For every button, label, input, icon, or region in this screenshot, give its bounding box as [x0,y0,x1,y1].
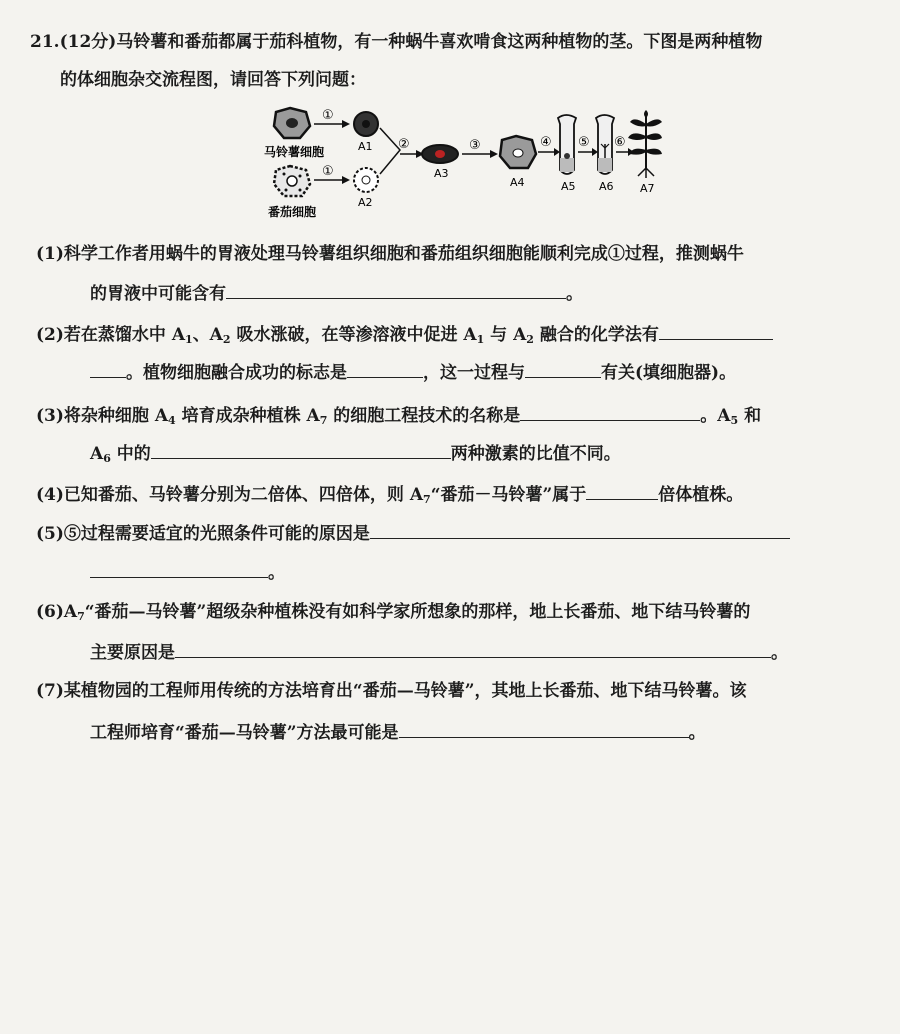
a6-test-tube-icon [596,115,614,174]
q7-answer-blank[interactable] [399,719,689,738]
q1-line1: (1)科学工作者用蜗牛的胃液处理马铃薯组织细胞和番茄组织细胞能顺利完成①过程，推测蜗牛 [36,244,744,264]
q5-line1: (5)⑤过程需要适宜的光照条件可能的原因是 [36,520,900,546]
step5-label: ⑤ [578,135,590,150]
q2-answer-blank3[interactable] [525,359,601,378]
q3-answer-blank2[interactable] [151,440,451,459]
q1-end: 。 [566,284,583,304]
q5-answer-blank2[interactable] [90,559,268,578]
step2-label: ② [398,137,410,152]
q3-answer-blank1[interactable] [520,402,700,421]
q6-line1: $(6)A_7“$番茄—马铃薯”超级杂种植株没有如科学家所想象的那样，地上长番茄、地下结马铃薯的 [36,602,751,623]
q1-prompt: 的胃液中可能含有 [90,284,226,304]
step4-label: ④ [540,135,552,150]
q7-line1: (7)某植物园的工程师用传统的方法培育出“番茄—马铃薯”，其地上长番茄、地下结马铃薯。该 [36,681,747,701]
q2-answer-blank2[interactable] [347,359,423,378]
q6-line2: 主要原因是 。 [90,639,900,665]
question-head-line2: 的体细胞杂交流程图，请回答下列问题： [60,70,366,90]
a1-label: A1 [358,140,373,153]
tomato-cell-icon [274,166,310,196]
a7-label: A7 [640,182,655,195]
q4-line1: (4)已知番茄、马铃薯分别为二倍体、四倍体，则 $A_7“$番茄－马铃薯”属于 倍体植株。 [36,481,900,512]
question-head-line1: 21.(12分)马铃薯和番茄都属于茄科植物，有一种蜗牛喜欢啃食这两种植物的茎。下图是两种植物 [30,32,763,52]
a5-label: A5 [561,180,576,193]
step1-top-label: ① [322,108,334,123]
a4-hybrid-cell-icon [500,136,536,168]
a5-test-tube-icon [558,115,576,174]
q1-line2 [90,280,900,306]
a4-label: A4 [510,176,525,189]
q2-line2: 。植物细胞融合成功的标志是 ，这一过程与 有关(填细胞器)。 [90,359,900,385]
q4-answer-blank[interactable] [586,481,658,500]
q3-line1: (3)将杂种细胞 $A_4$ 培育成杂种植株 $A_7$ 的细胞工程技术的名称是 。$A_5$ 和 [36,402,900,433]
q5-answer-blank1[interactable] [370,520,790,539]
q2-line1: (2)若在蒸馏水中 $A_1$、$A_2$ 吸水涨破，在等渗溶液中促进 $A_1$ 与 $A_2$ 融合的化学法有 [36,321,900,352]
step1-bottom-label: ① [322,164,334,179]
q2-answer-blank1-cont[interactable] [90,359,126,378]
q2-answer-blank1[interactable] [659,321,773,340]
potato-cell-label: 马铃薯细胞 [264,145,325,159]
q6-answer-blank[interactable] [175,639,771,658]
step3-label: ③ [469,138,481,153]
q1-answer-blank[interactable] [226,280,566,299]
arrow-step2-merge [380,128,400,174]
potato-cell-icon [274,108,310,138]
q5-line2: 。 [90,559,900,585]
a3-label: A3 [434,167,449,180]
a6-label: A6 [599,180,614,193]
hybridization-flow-diagram [262,104,662,222]
tomato-cell-label: 番茄细胞 [268,205,317,219]
a7-plant-icon [628,110,662,178]
q3-line2: $A_6$ 中的 两种激素的比值不同。 [90,440,900,471]
step6-label: ⑥ [614,135,626,150]
q7-line2: 工程师培育“番茄—马铃薯”方法最可能是 。 [90,719,900,745]
a2-label: A2 [358,196,373,209]
